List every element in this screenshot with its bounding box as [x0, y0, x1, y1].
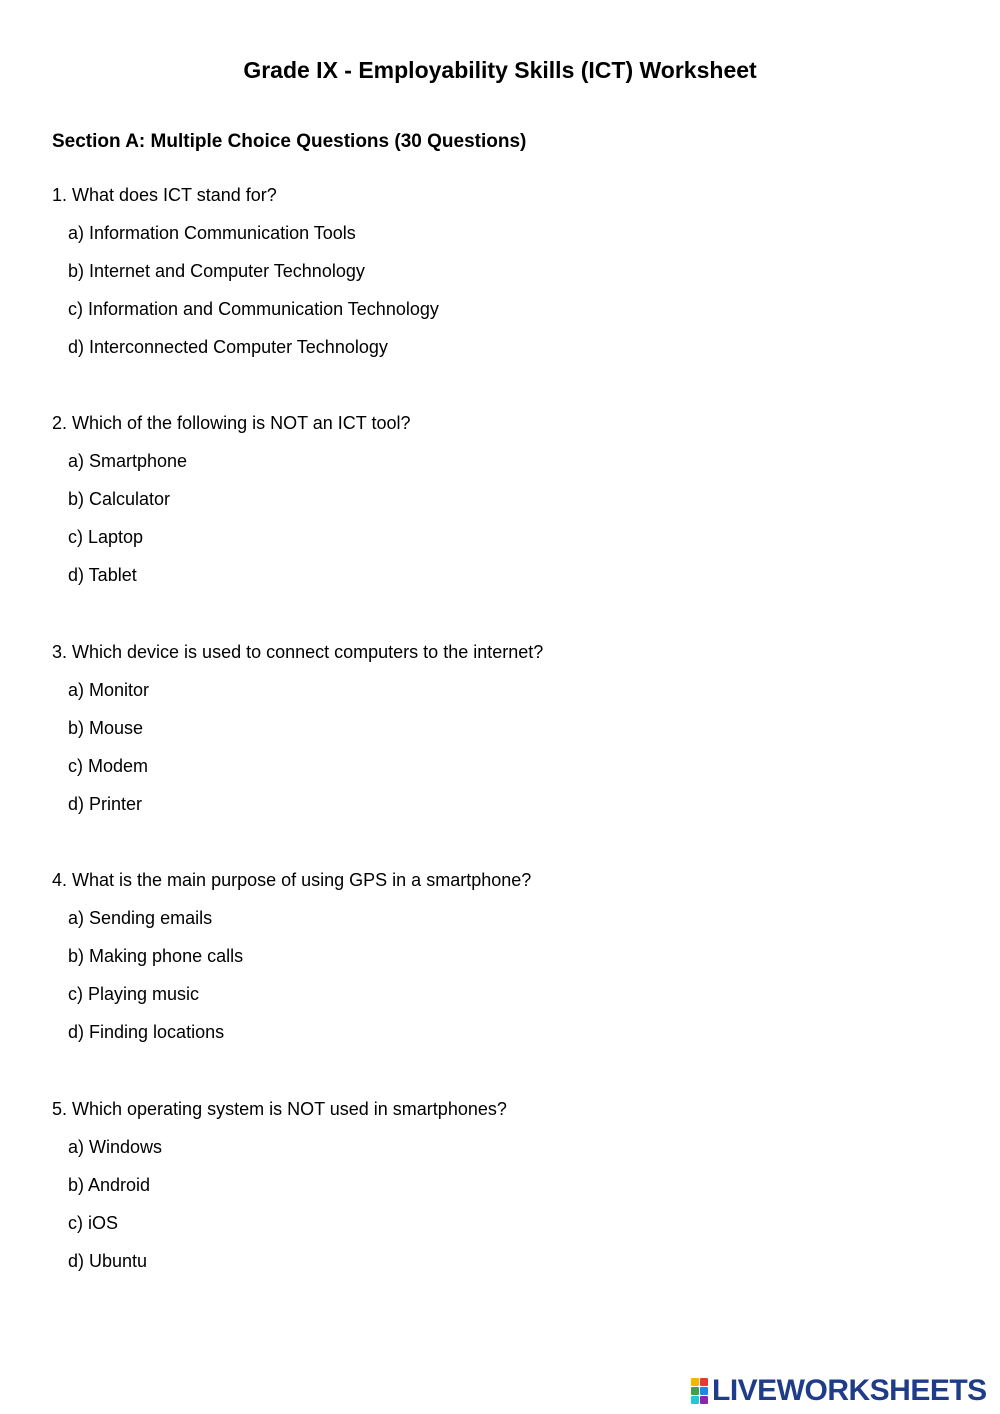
option-b[interactable]: b) Calculator	[68, 489, 171, 509]
question-text: 3. Which device is used to connect computers to the internet?	[52, 642, 544, 662]
option-c[interactable]: c) Modem	[68, 756, 149, 776]
option-b[interactable]: b) Making phone calls	[68, 946, 244, 966]
option-c[interactable]: c) Information and Communication Technology	[68, 299, 439, 319]
question-text: 5. Which operating system is NOT used in smartphones?	[52, 1099, 507, 1119]
logo-text: LIVEWORKSHEETS	[712, 1374, 987, 1407]
option-d[interactable]: d) Interconnected Computer Technology	[68, 337, 388, 357]
question-text: 4. What is the main purpose of using GPS in a smartphone?	[52, 870, 532, 890]
question-text: 2. Which of the following is NOT an ICT tool?	[52, 413, 411, 433]
option-a[interactable]: a) Information Communication Tools	[68, 223, 356, 243]
option-c[interactable]: c) Laptop	[68, 527, 144, 547]
liveworksheets-logo-icon	[691, 1378, 708, 1404]
option-a[interactable]: a) Sending emails	[68, 908, 213, 928]
option-c[interactable]: c) Playing music	[68, 984, 200, 1004]
option-a[interactable]: a) Smartphone	[68, 451, 188, 471]
question-5	[52, 1098, 507, 1288]
question-2	[52, 412, 411, 602]
option-b[interactable]: b) Android	[68, 1175, 151, 1195]
section-heading: Section A: Multiple Choice Questions (30 Questions)	[52, 131, 527, 152]
option-a[interactable]: a) Windows	[68, 1137, 163, 1157]
liveworksheets-logo[interactable]	[691, 1374, 987, 1408]
option-d[interactable]: d) Tablet	[68, 565, 137, 585]
option-b[interactable]: b) Internet and Computer Technology	[68, 261, 365, 281]
option-b[interactable]: b) Mouse	[68, 718, 144, 738]
option-d[interactable]: d) Ubuntu	[68, 1251, 148, 1271]
option-d[interactable]: d) Finding locations	[68, 1022, 225, 1042]
question-3	[52, 641, 543, 831]
question-1	[52, 184, 439, 374]
question-text: 1. What does ICT stand for?	[52, 185, 277, 205]
option-d[interactable]: d) Printer	[68, 794, 143, 814]
question-4	[52, 869, 531, 1059]
option-a[interactable]: a) Monitor	[68, 680, 150, 700]
option-c[interactable]: c) iOS	[68, 1213, 119, 1233]
page-title: Grade IX - Employability Skills (ICT) Worksheet	[243, 57, 757, 83]
